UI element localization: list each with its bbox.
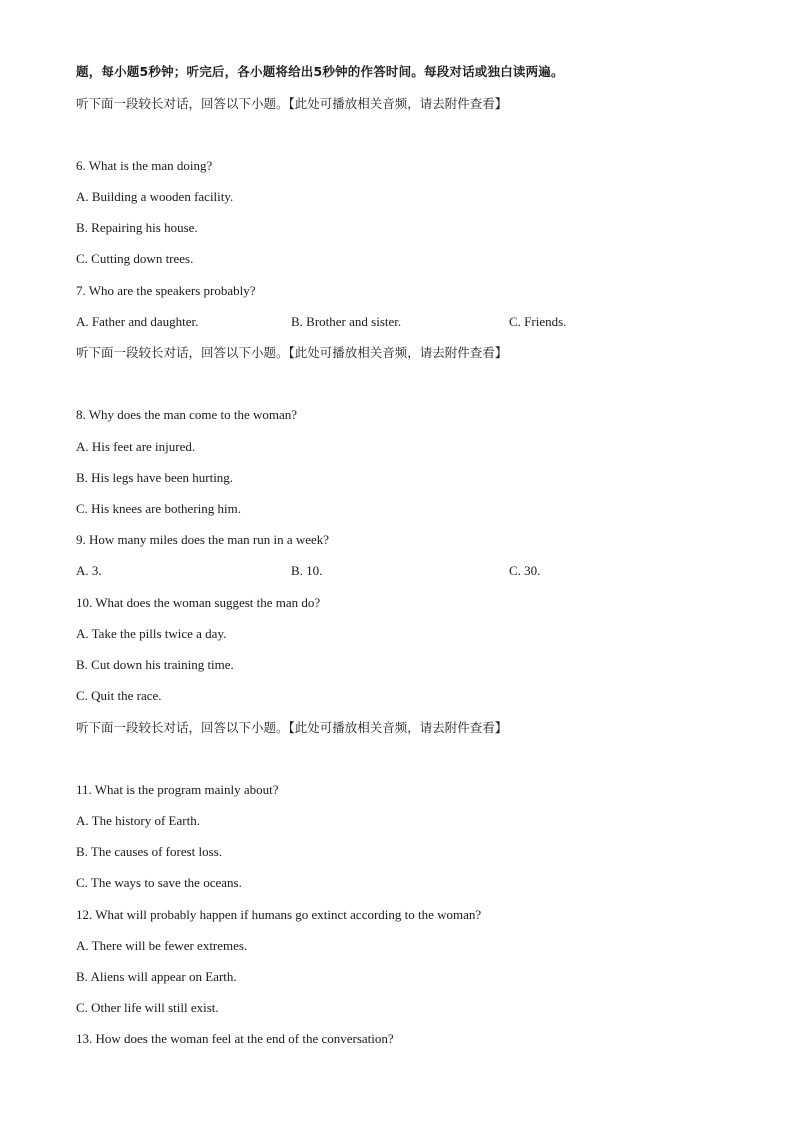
question-6-option-b: B. Repairing his house.	[76, 220, 198, 235]
section-header: 题，每小题5秒钟；听完后，各小题将给出5秒钟的作答时间。每段对话或独白读两遍。	[76, 64, 564, 79]
question-7-option-b: B. Brother and sister.	[291, 314, 402, 329]
question-10-option-a: A. Take the pills twice a day.	[76, 626, 227, 641]
question-9-option-a: A. 3.	[76, 563, 102, 578]
question-8-option-c: C. His knees are bothering him.	[76, 501, 241, 516]
question-8-option-b: B. His legs have been hurting.	[76, 470, 234, 485]
question-11-option-a: A. The history of Earth.	[76, 813, 200, 828]
question-6-stem: 6. What is the man doing?	[76, 158, 213, 173]
question-10-option-c: C. Quit the race.	[76, 688, 162, 703]
question-13-stem: 13. How does the woman feel at the end of the conversation?	[76, 1031, 394, 1046]
question-12-stem: 12. What will probably happen if humans go extinct according to the woman?	[76, 907, 482, 922]
question-12-option-a: A. There will be fewer extremes.	[76, 938, 248, 953]
question-8-option-a: A. His feet are injured.	[76, 439, 196, 454]
audio-instruction: 听下面一段较长对话，回答以下小题。【此处可播放相关音频，请去附件查看】	[76, 96, 508, 111]
question-7-stem: 7. Who are the speakers probably?	[76, 283, 256, 298]
audio-instruction: 听下面一段较长对话，回答以下小题。【此处可播放相关音频，请去附件查看】	[76, 345, 508, 360]
question-7-option-a: A. Father and daughter.	[76, 314, 199, 329]
question-11-option-c: C. The ways to save the oceans.	[76, 875, 242, 890]
question-10-stem: 10. What does the woman suggest the man do?	[76, 595, 321, 610]
question-11-stem: 11. What is the program mainly about?	[76, 782, 279, 797]
question-9-stem: 9. How many miles does the man run in a week?	[76, 532, 330, 547]
question-9-option-c: C. 30.	[509, 563, 541, 578]
question-7-option-c: C. Friends.	[509, 314, 567, 329]
question-6-option-a: A. Building a wooden facility.	[76, 189, 234, 204]
question-11-option-b: B. The causes of forest loss.	[76, 844, 222, 859]
question-12-option-c: C. Other life will still exist.	[76, 1000, 219, 1015]
question-12-option-b: B. Aliens will appear on Earth.	[76, 969, 237, 984]
question-6-option-c: C. Cutting down trees.	[76, 251, 194, 266]
question-9-option-b: B. 10.	[291, 563, 323, 578]
question-8-stem: 8. Why does the man come to the woman?	[76, 407, 298, 422]
question-10-option-b: B. Cut down his training time.	[76, 657, 234, 672]
audio-instruction: 听下面一段较长对话，回答以下小题。【此处可播放相关音频，请去附件查看】	[76, 720, 508, 735]
